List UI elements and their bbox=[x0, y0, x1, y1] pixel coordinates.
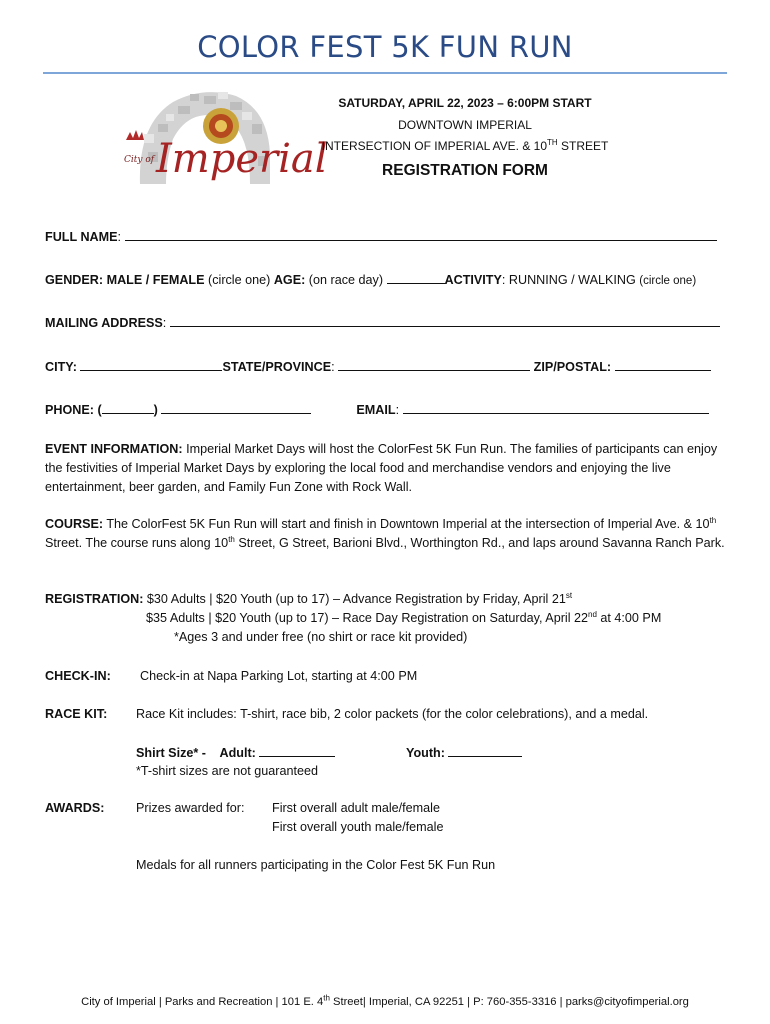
registration-line2: $35 Adults | $20 Youth (up to 17) – Race Day Registration on Saturday, April 22nd at 4:00 PM bbox=[146, 609, 662, 625]
zip-label: ZIP/POSTAL: bbox=[533, 360, 615, 374]
footer-contact: City of Imperial | Parks and Recreation | 101 E. 4th Street| Imperial, CA 92251 | P: 760-355-3316 | parks@cityofimperial.org bbox=[81, 993, 689, 1008]
course-paragraph: COURSE: The ColorFest 5K Fun Run will start and finish in Downtown Imperial at the intersection of Imperial Ave. & 10th Street. The course runs along 10th Street, G Street, Barioni Blvd., Worthington Rd., and laps around Savanna Ranch Park. bbox=[45, 515, 725, 550]
state-field[interactable] bbox=[338, 359, 530, 371]
page-title: COLOR FEST 5K FUN RUN bbox=[197, 30, 573, 64]
phone-area-code-field[interactable] bbox=[102, 402, 154, 414]
phone-number-field[interactable] bbox=[161, 402, 311, 414]
youth-shirt-size-field[interactable] bbox=[448, 745, 522, 757]
youth-shirt-row bbox=[406, 745, 522, 760]
state-label: STATE/PROVINCE bbox=[222, 360, 332, 374]
city-field[interactable] bbox=[80, 359, 222, 371]
zip-field[interactable] bbox=[615, 359, 711, 371]
gender-label: GENDER: MALE / FEMALE bbox=[45, 273, 205, 287]
registration-line1: REGISTRATION: $30 Adults | $20 Youth (up to 17) – Advance Registration by Friday, April 21st bbox=[45, 590, 573, 606]
youth-shirt-label: Youth: bbox=[406, 746, 449, 760]
course-label: COURSE: bbox=[45, 517, 104, 531]
registration-label: REGISTRATION: bbox=[45, 592, 144, 606]
registration-form-heading: REGISTRATION FORM bbox=[382, 162, 548, 179]
crown-icon bbox=[126, 130, 144, 140]
event-information-label: EVENT INFORMATION: bbox=[45, 442, 183, 456]
registration-note: *Ages 3 and under free (no shirt or race kit provided) bbox=[174, 630, 468, 644]
race-kit-label: RACE KIT: bbox=[45, 707, 108, 721]
mailing-address-row: MAILING ADDRESS: bbox=[45, 315, 725, 330]
checkin-text: Check-in at Napa Parking Lot, starting at 4:00 PM bbox=[140, 669, 418, 683]
award-youth: First overall youth male/female bbox=[272, 820, 444, 834]
phone-label: PHONE: ( bbox=[45, 403, 102, 417]
award-adult: First overall adult male/female bbox=[272, 801, 440, 815]
age-label: AGE: bbox=[273, 273, 306, 287]
age-field[interactable] bbox=[387, 272, 445, 284]
event-information-paragraph: EVENT INFORMATION: Imperial Market Days will host the ColorFest 5K Fun Run. The families of participants can enjoy the festivities of Imperial Market Days by exploring the local food and merchandise vendors and enjoying the live entertainment, beer garden, and Family Fun Zone with Rock Wall. bbox=[45, 442, 718, 494]
shirt-size-note: *T-shirt sizes are not guaranteed bbox=[136, 764, 319, 778]
mailing-address-field[interactable] bbox=[170, 315, 720, 327]
email-field[interactable] bbox=[403, 402, 709, 414]
activity-label: ACTIVITY bbox=[444, 273, 502, 287]
phone-email-row: PHONE: ( ) EMAIL: bbox=[45, 402, 725, 417]
event-location-line1: DOWNTOWN IMPERIAL bbox=[398, 118, 532, 132]
city-label: CITY: bbox=[45, 360, 81, 374]
prizes-label: Prizes awarded for: bbox=[136, 801, 245, 815]
city-of-imperial-logo bbox=[118, 84, 328, 196]
shirt-size-label: Shirt Size* - Adult: bbox=[136, 746, 260, 760]
title-divider bbox=[43, 72, 727, 74]
email-label: EMAIL bbox=[356, 403, 396, 417]
adult-shirt-size-field[interactable] bbox=[259, 745, 335, 757]
awards-label: AWARDS: bbox=[45, 801, 105, 815]
svg-text:City of: City of bbox=[124, 155, 155, 165]
full-name-label: FULL NAME bbox=[45, 230, 118, 244]
event-date-time: SATURDAY, APRIL 22, 2023 – 6:00PM START bbox=[338, 96, 592, 110]
medals-text: Medals for all runners participating in the Color Fest 5K Fun Run bbox=[136, 858, 496, 872]
race-kit-text: Race Kit includes: T-shirt, race bib, 2 color packets (for the color celebrations), and a medal. bbox=[136, 707, 649, 721]
event-location-line2: INTERSECTION OF IMPERIAL AVE. & 10TH STREET bbox=[321, 138, 609, 153]
full-name-field[interactable] bbox=[125, 229, 717, 241]
mailing-address-label: MAILING ADDRESS bbox=[45, 316, 163, 330]
svg-text:Imperial: Imperial bbox=[156, 136, 328, 182]
checkin-label: CHECK-IN: bbox=[45, 669, 111, 683]
full-name-row: FULL NAME: bbox=[45, 229, 725, 244]
city-state-zip-row: CITY: STATE/PROVINCE: ZIP/POSTAL: bbox=[45, 359, 725, 374]
gender-age-activity-row: GENDER: MALE / FEMALE (circle one) AGE: (on race day) ACTIVITY: RUNNING / WALKING (circle one) bbox=[45, 273, 697, 287]
shirt-size-row bbox=[136, 745, 335, 760]
